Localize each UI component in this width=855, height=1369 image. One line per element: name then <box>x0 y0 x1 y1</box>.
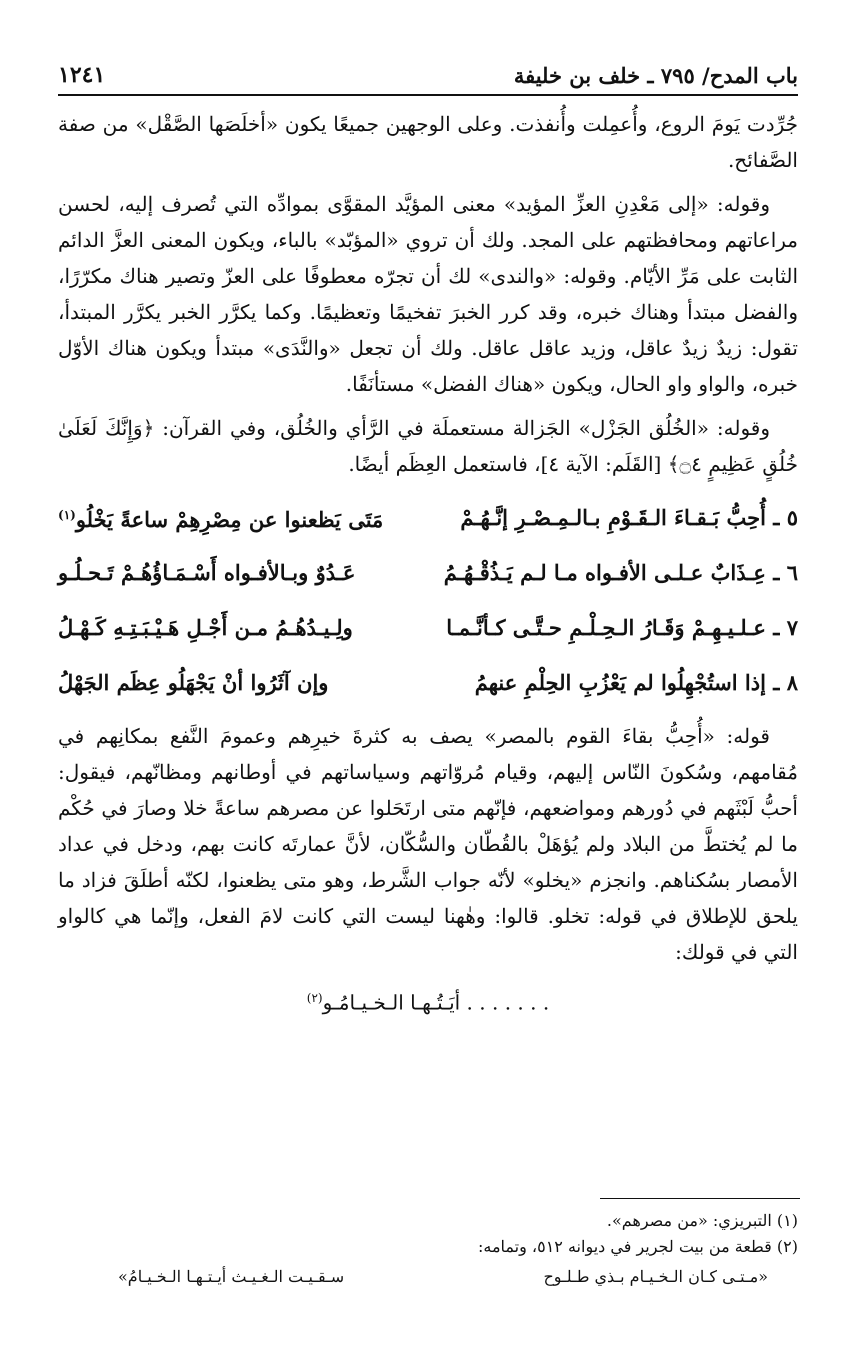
verse-second-hemistich: ولِـيـدُهُـمُ مـن أَجْـلِ هَـيْـبَـتِـهِ كَـهْـلُ <box>58 614 353 640</box>
footnote-verse-second: سـقـيـت الـغـيـث أيـتـهـا الـخـيـامُ» <box>118 1267 345 1286</box>
poem-verses <box>58 490 798 710</box>
commentary-paragraph: قوله: «أُحِبُّ بقاءَ القوم بالمصر» يصف به كثرةَ خيرِهم وعمومَ النَّفع بمكانِهم في مُقامهم، وسُكونَ النّاس إليهم، وقيام مُروّاتهم وسياساتهم في أوطانهم ومظانّهم، فيقول: أحبُّ لَبْثَهم في دُورهم ومواضعهم، فإنّهم متى ارتَحَلوا عن مصرهم ساعةً خلا وصارَ في حُكْم ما لم يُختطَّ من البلاد ولم يُؤهَلْ بالقُطّان والسُّكّان، لأنَّ عمارتَه كانت بهم، ودخل في عداد الأمصار بسُكناهم. وانجزم «يخلو» لأنّه جواب الشَّرط، وهو متى يظعنوا، لكنّه أطلَقَ فزاد ما يلحق للإطلاق في قوله: تخلو. قالوا: وهٰهنا ليست التي كانت لامَ الفعل، وإنّما هي كالواو التي في قولك: <box>58 724 798 964</box>
paragraph: جُرِّدت يَومَ الروع، وأُعمِلت وأُنفذت. وعلى الوجهين جميعًا يكون «أخلَصَها الصَّقْل» من صفة الصَّفائح. <box>58 112 798 172</box>
verse-first-hemistich: ٦ ـ عِـذَابٌ عـلـى الأفـواه مـا لـم يَـذُقْـهُـمُ <box>443 559 798 585</box>
quote-text: . . . . . . . أيَـتُـهـا الـخـيـامُـو <box>322 990 550 1015</box>
verse-first-hemistich: ٨ ـ إذا استُجْهِلُوا لم يَعْزُبِ الحِلْمِ عنهمُ <box>474 669 798 695</box>
verse-line <box>58 600 798 655</box>
paragraph: وقوله: «إلى مَعْدِنِ العزِّ المؤيد» معنى المؤيَّد المقوَّى بموادِّه التي تُصرف إليه، لحسن مراعاتهم ومحافظتهم على المجد. ولك أن تروي «المؤبّد» بالباء، ويكون المعنى العزَّ الدائم الثابت على مَرِّ الأيّام. وقوله: «والندى» لك أن تجرّه معطوفًا على العزّ وتصير هناك مكرّرًا، والفضل مبتدأ وهناك خبره، وقد كرر الخبرَ تفخيمًا وتعظيمًا. وكما يكرَّر الخبر يكرَّر المبتدأ، تقول: زيدٌ زيدٌ عاقل، وزيد عاقل عاقل. ولك أن تجعل «والنَّدَى» مبتدأ ويكون هناك الأوّل خبره، والواو واو الحال، ويكون «هناك الفضل» مستأنَفًا. <box>58 192 798 396</box>
page-number: ١٢٤١ <box>58 62 106 88</box>
header-title: باب المدح/ ٧٩٥ ـ خلف بن خليفة <box>513 63 798 88</box>
verse-first-hemistich: ٥ ـ أُحِبُّ بَـقـاءَ الـقَـوْمِ بـالـمِـصْـرِ إنَّـهُـمْ <box>460 504 798 530</box>
main-text <box>58 106 798 1021</box>
verse-second-hemistich: عَـدُوٌ وبـالأفـواه أَسْـمَـاؤُهُـمْ تَـحـلُـو <box>58 559 356 585</box>
running-header <box>58 52 798 96</box>
footnote-separator <box>600 1198 800 1199</box>
footnote-marker: (٢) <box>306 991 323 1005</box>
footnote: (١) التبريزي: «من مصرهم». <box>606 1211 798 1230</box>
verse-text: مَتَى يَظعنوا عن مِصْرِهِمْ ساعةً يَخْلُو <box>75 507 384 532</box>
verse-second-hemistich: وإن آثَرُوا أنْ يَجْهَلُو عِظَم الجَهْلُ <box>58 669 329 695</box>
footnotes <box>58 1208 798 1290</box>
footnote: (٢) قطعة من بيت لجرير في ديوانه ٥١٢، وتمامه: <box>478 1237 798 1256</box>
footnote-verse <box>58 1260 798 1290</box>
footnote-marker: (١) <box>58 508 76 522</box>
verse-line <box>58 490 798 545</box>
book-page <box>58 52 798 1021</box>
quoted-fragment <box>58 980 798 1021</box>
verse-line <box>58 545 798 600</box>
verse-first-hemistich: ٧ ـ عـلـيـهِـمْ وَقَـارُ الـحِـلْـمِ حـتَّـى كـأنَّـمـا <box>446 614 798 640</box>
verse-second-hemistich <box>58 497 418 538</box>
footnote-verse-first: «مـتـى كـان الـخـيـام بـذي طـلـوح <box>543 1267 768 1286</box>
paragraph: وقوله: «الخُلُق الجَزْل» الجَزالة مستعملَة في الرَّأي والخُلُق، وفي القرآن: ﴿وَإِنَّكَ لَعَلَىٰ خُلُقٍ عَظِيمٍ ۝٤﴾ [القَلَم: الآية ٤]، فاستعمل العِظَم أيضًا. <box>58 416 798 476</box>
verse-line <box>58 655 798 710</box>
